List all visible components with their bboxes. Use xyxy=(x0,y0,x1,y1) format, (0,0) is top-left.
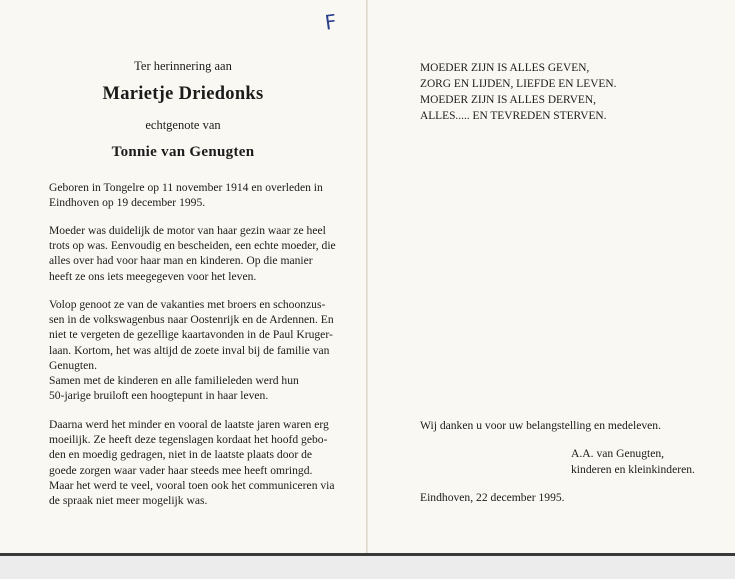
deceased-name: Marietje Driedonks xyxy=(102,84,264,104)
poem-line: MOEDER ZIJN IS ALLES DERVEN, xyxy=(420,94,596,106)
handwritten-mark: F xyxy=(323,9,339,35)
spouse-intro: echtgenote van xyxy=(145,118,221,132)
paragraph-2 xyxy=(49,297,334,403)
poem-line: MOEDER ZIJN IS ALLES GEVEN, xyxy=(420,62,590,74)
poem-line: ALLES..... EN TEVREDEN STERVEN. xyxy=(420,110,607,122)
text-line: Daarna werd het minder en vooral de laatste jaren waren erg xyxy=(49,418,329,431)
thanks-text: Wij danken u voor uw belangstelling en medeleven. xyxy=(420,419,662,432)
paragraph-1 xyxy=(49,223,336,284)
place-date: Eindhoven, 22 december 1995. xyxy=(420,491,565,504)
signature-block xyxy=(571,446,695,477)
card-fold xyxy=(366,0,368,556)
birth-death-paragraph xyxy=(49,180,324,210)
text-line: Maar het werd te veel, vooral toen ook het communiceren via xyxy=(49,478,335,492)
scan-background xyxy=(0,556,735,579)
poem-line: ZORG EN LIJDEN, LIEFDE EN LEVEN. xyxy=(420,78,617,90)
text-line: Volop genoot ze van de vakanties met broers en schoonzus- xyxy=(49,298,326,311)
text-line: sen in de volkswagenbus naar Oostenrijk en de Ardennen. En xyxy=(49,313,334,327)
text-line: 50-jarige bruiloft een hoogtepunt in haar leven. xyxy=(49,389,269,403)
poem xyxy=(420,60,616,124)
signature-line: kinderen en kleinkinderen. xyxy=(571,462,695,476)
text-line: niet te vergeten de gezellige kaartavonden in de Paul Kruger- xyxy=(49,328,333,342)
intro-text: Ter herinnering aan xyxy=(134,59,232,73)
text-line: den en moedig gedragen, niet in de laatste plaats door de xyxy=(49,448,313,462)
text-line: moeilijk. Ze heeft deze tegenslagen kordaat het hoofd gebo- xyxy=(49,433,328,447)
text-line: alles over had voor haar man en kinderen. Op die manier xyxy=(49,254,313,268)
text-line: Moeder was duidelijk de motor van haar gezin waar ze heel xyxy=(49,224,326,237)
text-line: Eindhoven op 19 december 1995. xyxy=(49,196,206,210)
signature-line: A.A. van Genugten, xyxy=(571,447,665,460)
text-line: Geboren in Tongelre op 11 november 1914 en overleden in xyxy=(49,181,323,194)
text-line: Genugten. xyxy=(49,358,97,372)
text-line: goede zorgen waar vader haar steeds mee heeft omringd. xyxy=(49,463,313,477)
text-line: Samen met de kinderen en alle familieleden werd hun xyxy=(49,374,299,388)
text-line: de spraak niet meer mogelijk was. xyxy=(49,494,208,508)
paragraph-3 xyxy=(49,417,335,508)
text-line: trots op was. Eenvoudig en bescheiden, een echte moeder, die xyxy=(49,239,336,253)
text-line: heeft ze ons iets meegegeven voor het leven. xyxy=(49,269,257,283)
text-line: laan. Kortom, het was altijd de zoete inval bij de familie van xyxy=(49,343,330,357)
spouse-name: Tonnie van Genugten xyxy=(111,144,255,160)
